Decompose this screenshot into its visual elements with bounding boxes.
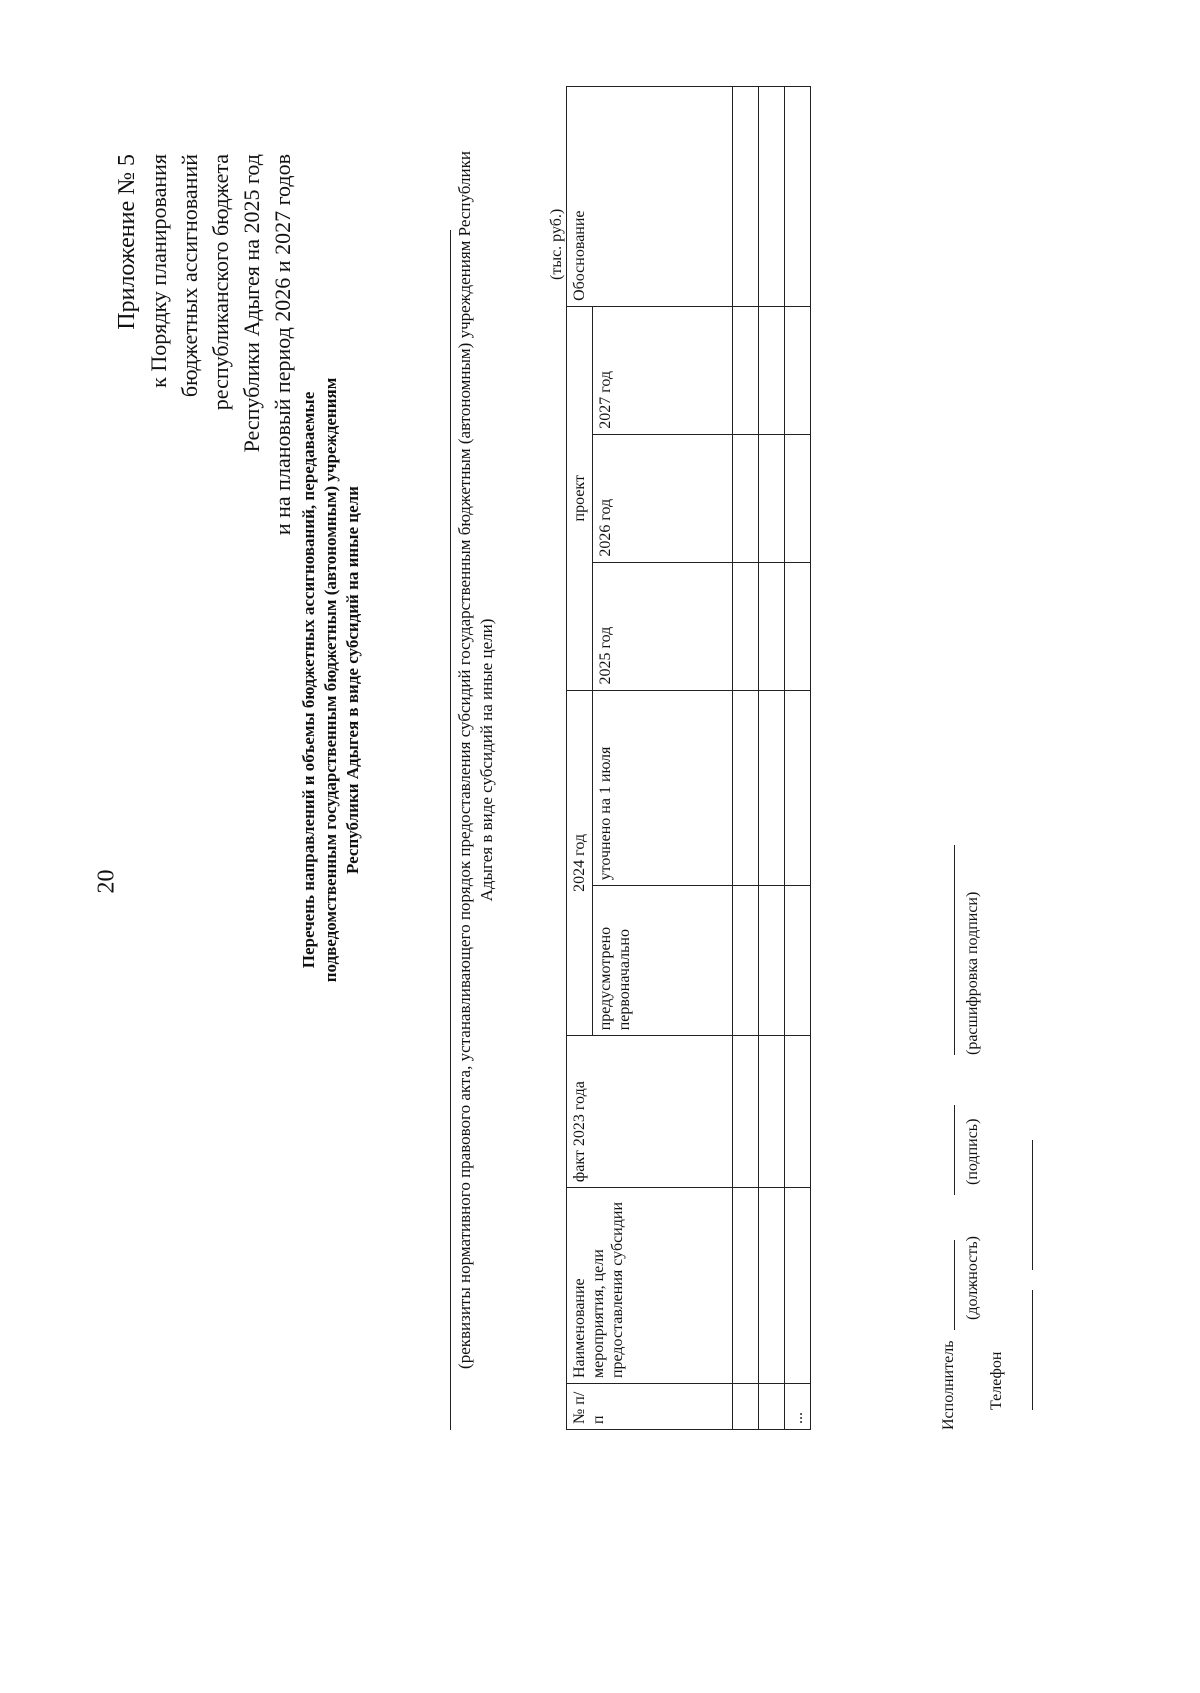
- cell: [759, 690, 785, 886]
- page-number: 20: [93, 869, 120, 894]
- decode-underline: [954, 845, 955, 1055]
- cell: [785, 886, 811, 1036]
- cell: [785, 690, 811, 886]
- phone-label: Телефон: [988, 1351, 1005, 1410]
- cell: [733, 886, 759, 1036]
- cell: [733, 434, 759, 562]
- requisites-underline: [450, 230, 451, 1430]
- header-2026: 2026 год: [593, 434, 733, 562]
- caption-line: [964, 330, 988, 1430]
- document-title: [298, 300, 364, 1060]
- table-row: [733, 87, 759, 1430]
- cell-num: ...: [785, 1384, 811, 1430]
- requisites-caption: [454, 80, 498, 1440]
- appendix-line: республиканского бюджета: [208, 154, 233, 411]
- cell: [785, 562, 811, 690]
- cell: [733, 690, 759, 886]
- table-row: [785, 87, 811, 1430]
- allocations-table: [566, 86, 811, 1430]
- appendix-header: [112, 154, 298, 714]
- cell: [759, 434, 785, 562]
- bottom-lines: [1012, 330, 1042, 1430]
- phone-underline: [1032, 1290, 1033, 1410]
- sign-underline: [954, 1105, 955, 1195]
- executor-label: Исполнитель: [940, 1340, 957, 1430]
- appendix-line: и на плановый период 2026 и 2027 годов: [270, 154, 295, 536]
- cell: [785, 1036, 811, 1188]
- cell-num: [733, 1384, 759, 1430]
- header-basis: Обоснование: [567, 87, 733, 307]
- signature-block: [940, 330, 1042, 1430]
- table-row: [759, 87, 785, 1430]
- requisites-line: (реквизиты нормативного правового акта, устанавливающего порядок предоставления субсидий государственным бюджетным (автономным) учреждениям Республики: [455, 151, 474, 1369]
- header-group-2024: 2024 год: [567, 690, 593, 1036]
- position-underline: [954, 1240, 955, 1330]
- cell-num: [759, 1384, 785, 1430]
- decode-caption: (расшифровка подписи): [964, 891, 981, 1055]
- cell: [759, 306, 785, 434]
- title-line: Перечень направлений и объемы бюджетных ассигнований, передаваемые: [299, 391, 318, 969]
- cell: [733, 1036, 759, 1188]
- cell: [785, 434, 811, 562]
- table-header-row: [567, 87, 593, 1430]
- cell: [785, 306, 811, 434]
- sign-caption: (подпись): [964, 1118, 981, 1185]
- header-2025: 2025 год: [593, 562, 733, 690]
- cell-name: [785, 1188, 811, 1384]
- requisites-line: Адыгея в виде субсидий на иные цели): [477, 618, 496, 902]
- cell: [759, 1036, 785, 1188]
- title-line: подведомственным государственным бюджетным (автономным) учреждениям: [321, 377, 340, 983]
- rotated-landscape-page: [70, 140, 1130, 1620]
- cell: [733, 306, 759, 434]
- appendix-line: бюджетных ассигнований: [177, 154, 202, 398]
- header-name: Наименование мероприятия, цели предоставления субсидии: [567, 1188, 733, 1384]
- appendix-line: Республики Адыгея на 2025 год: [239, 154, 264, 453]
- header-group-project: проект: [567, 306, 593, 690]
- title-line: Республики Адыгея в виде субсидий на иные цели: [343, 486, 362, 874]
- header-planned: предусмотрено первоначально: [593, 886, 733, 1036]
- cell-name: [759, 1188, 785, 1384]
- cell: [733, 87, 759, 307]
- cell: [759, 562, 785, 690]
- header-refined: уточнено на 1 июля: [593, 690, 733, 886]
- cell: [759, 886, 785, 1036]
- cell: [759, 87, 785, 307]
- phone-line: [988, 330, 1012, 1430]
- unit-label: (тыс. руб.): [548, 208, 565, 280]
- appendix-line: к Порядку планирования: [146, 154, 171, 388]
- cell: [733, 562, 759, 690]
- cell: [785, 87, 811, 307]
- header-fact-2023: факт 2023 года: [567, 1036, 733, 1188]
- executor-line: [940, 330, 964, 1430]
- date-underline: [1032, 1140, 1033, 1270]
- header-2027: 2027 год: [593, 306, 733, 434]
- cell-name: [733, 1188, 759, 1384]
- appendix-line: Приложение № 5: [114, 154, 140, 330]
- header-num: № п/п: [567, 1384, 733, 1430]
- position-caption: (должность): [964, 1236, 981, 1320]
